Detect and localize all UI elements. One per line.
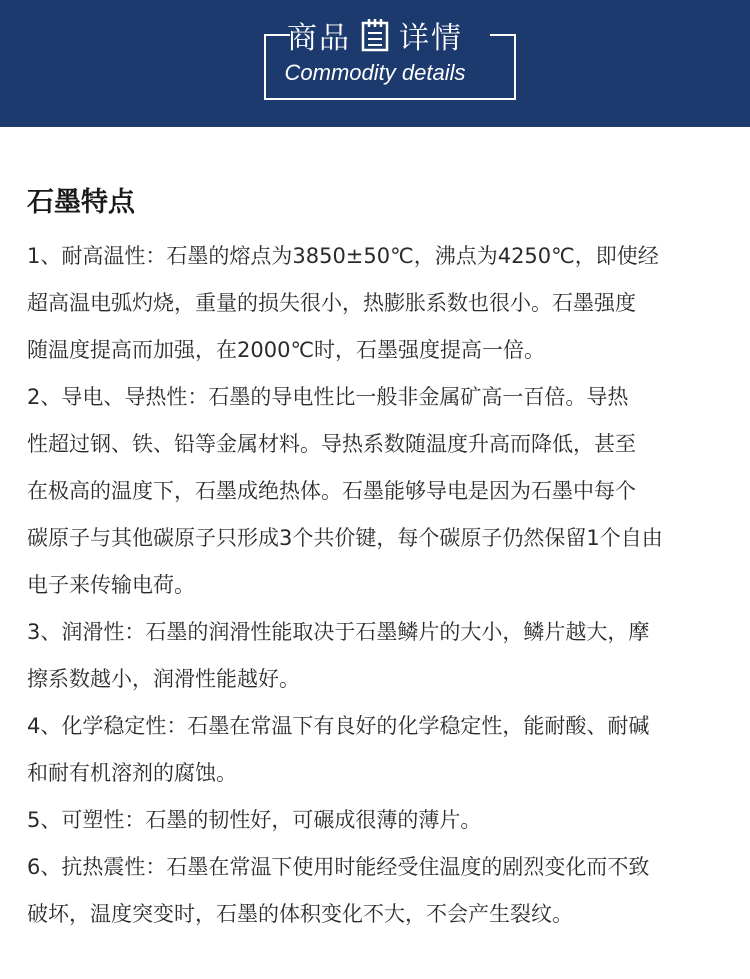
paragraph-high-temperature: 1、耐高温性：石墨的熔点为3850±50℃，沸点为4250℃，即使经 超高温电弧灼烧，重量的损失很小，热膨胀系数也很小。石墨强度 随温度提高而加强，在2000℃时，石墨强度提高一倍。	[27, 244, 659, 362]
banner-subtitle: Commodity details	[284, 60, 466, 85]
paragraph-lubricity: 3、润滑性：石墨的润滑性能取决于石墨鳞片的大小，鳞片越大，摩 擦系数越小，润滑性能越好。	[27, 620, 650, 691]
paragraph-thermal-shock: 6、抗热震性：石墨在常温下使用时能经受住温度的剧烈变化而不致 破坏，温度突变时，石墨的体积变化不大，不会产生裂纹。	[27, 855, 650, 926]
paragraph-conductivity: 2、导电、导热性：石墨的导电性比一般非金属矿高一百倍。导热 性超过钢、铁、铅等金属材料。导热系数随温度升高而降低，甚至 在极高的温度下，石墨成绝热体。石墨能够导电是因为石墨中每个 碳原子与其他碳原子只形成3个共价键，每个碳原子仍然保留1个自由 电子来传输电荷。	[27, 385, 663, 597]
banner-title	[0, 15, 750, 55]
notepad-icon	[361, 18, 389, 52]
section-title: 石墨特点	[27, 187, 135, 218]
banner-title-left: 商品	[287, 21, 351, 56]
main-content	[27, 183, 739, 938]
header-banner	[0, 0, 750, 127]
banner-title-right: 详情	[399, 21, 463, 56]
paragraph-chemical-stability: 4、化学稳定性：石墨在常温下有良好的化学稳定性，能耐酸、耐碱 和耐有机溶剂的腐蚀。	[27, 714, 650, 785]
paragraph-plasticity: 5、可塑性：石墨的韧性好，可碾成很薄的薄片。	[27, 808, 482, 832]
